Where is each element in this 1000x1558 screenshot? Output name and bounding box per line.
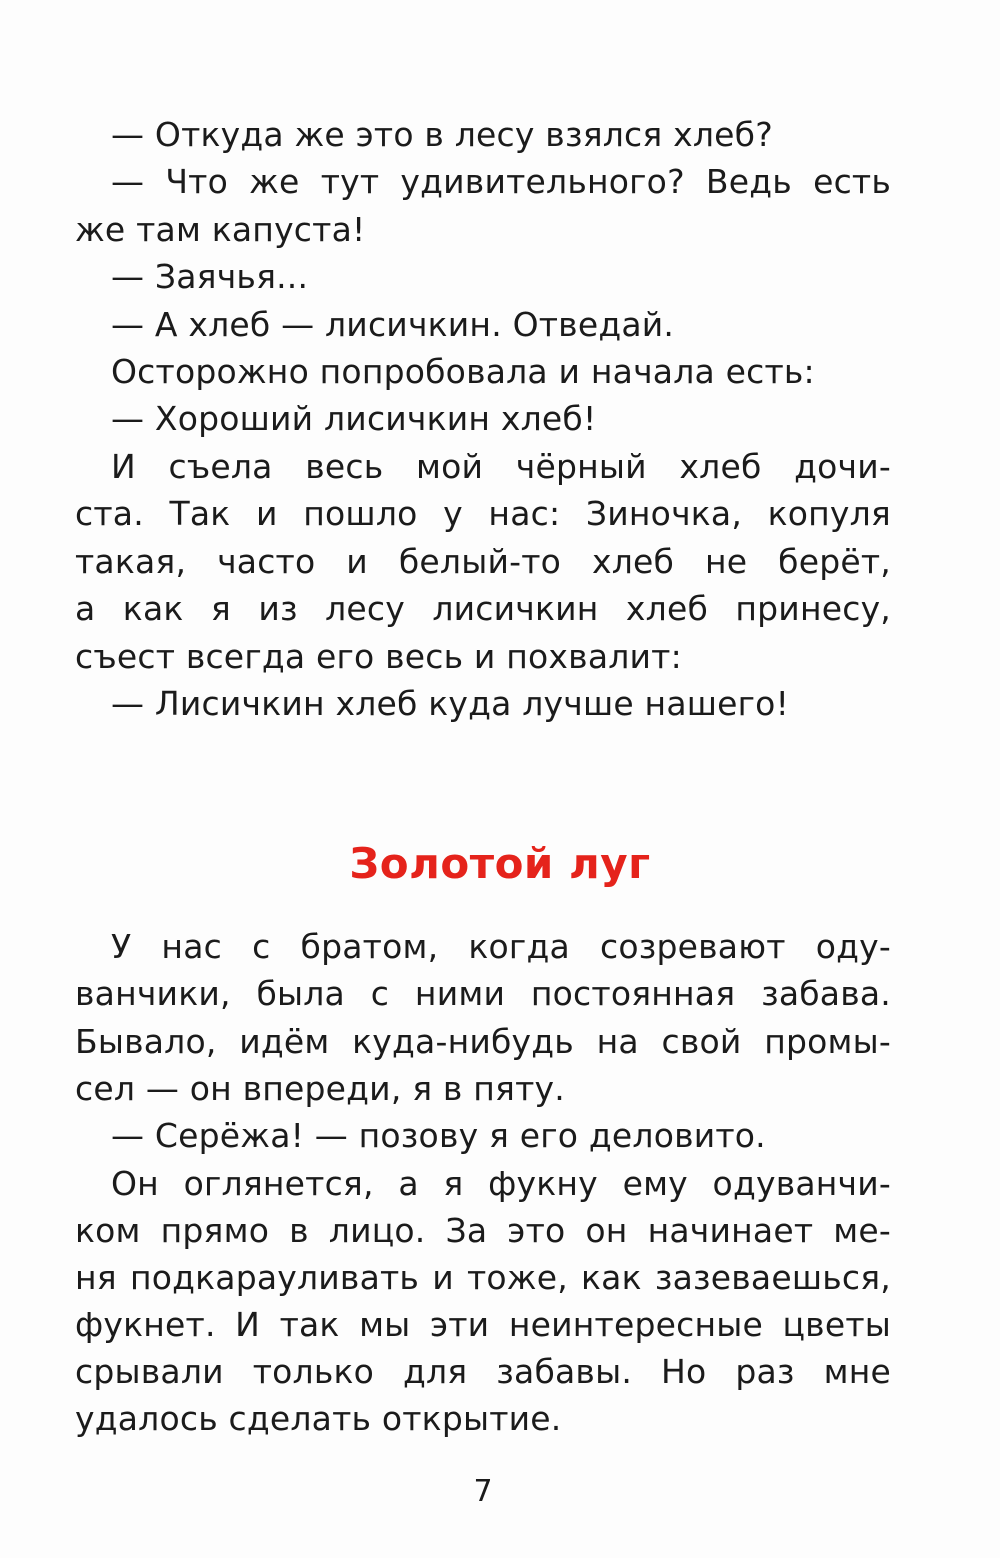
text-line: — Откуда же это в лесу взялся хлеб? <box>111 115 773 154</box>
text-line: удалось сделать открытие. <box>75 1399 562 1438</box>
text-line: такая, часто и белый-то хлеб не берёт, <box>75 542 891 581</box>
text-line: И съела весь мой чёрный хлеб дочи- <box>111 447 891 486</box>
text-line: сел — он впереди, я в пяту. <box>75 1069 565 1108</box>
text-line: Бывало, идём куда-нибудь на свой промы- <box>75 1022 891 1061</box>
text-line: — А хлеб — лисичкин. Отведай. <box>111 305 675 344</box>
text-line: — Заячья... <box>111 257 309 296</box>
text-line: же там капуста! <box>75 210 366 249</box>
chapter-title: Золотой луг <box>349 839 651 888</box>
text-line: ком прямо в лицо. За это он начинает ме- <box>75 1211 891 1250</box>
text-line: У нас с братом, когда созревают оду- <box>111 927 891 966</box>
text-line: ванчики, была с ними постоянная забава. <box>75 974 891 1013</box>
text-line: а как я из лесу лисичкин хлеб принесу, <box>75 589 891 628</box>
text-line: Осторожно попробовала и начала есть: <box>111 352 815 391</box>
text-line: ня подкарауливать и тоже, как зазеваешься, <box>75 1258 891 1297</box>
text-line: срывали только для забавы. Но раз мне <box>75 1352 891 1391</box>
text-line: ста. Так и пошло у нас: Зиночка, копуля <box>75 494 891 533</box>
text-line: — Что же тут удивительного? Ведь есть <box>111 162 891 201</box>
text-line: — Серёжа! — позову я его деловито. <box>111 1116 766 1155</box>
text-line: съест всегда его весь и похвалит: <box>75 637 682 676</box>
text-line: Он оглянется, а я фукну ему одуванчи- <box>111 1164 891 1203</box>
page-number: 7 <box>473 1474 493 1509</box>
text-line: — Хороший лисичкин хлеб! <box>111 399 597 438</box>
text-line: фукнет. И так мы эти неинтересные цветы <box>75 1305 891 1344</box>
text-line: — Лисичкин хлеб куда лучше нашего! <box>111 684 789 723</box>
